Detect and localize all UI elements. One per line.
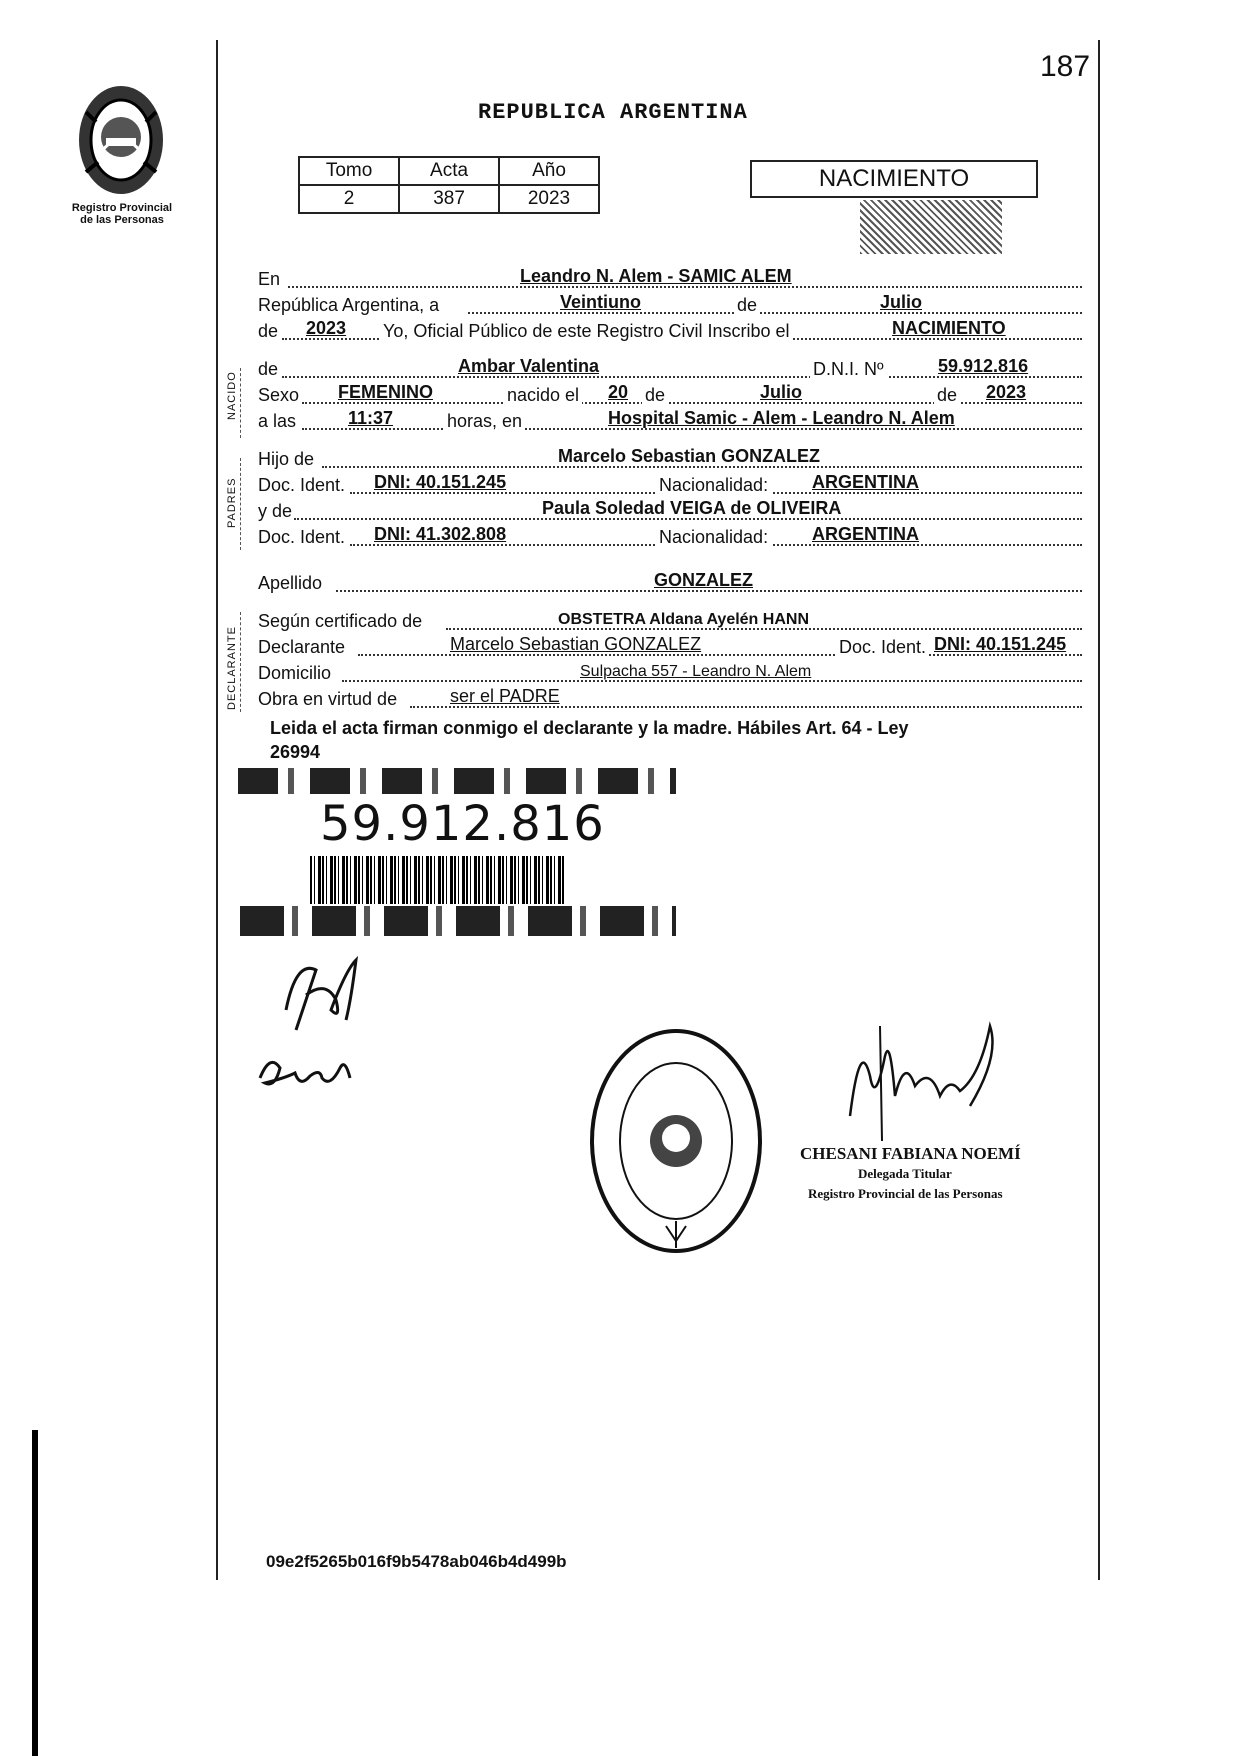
inscribo-value: NACIMIENTO [892,318,1006,338]
signature-official-icon [840,1016,1020,1151]
security-strip-bottom-icon [240,906,676,936]
dni-label: D.N.I. Nº [810,359,887,380]
segun-label: Según certificado de [258,611,423,631]
tomo-value: 2 [299,185,399,213]
acta-header: Acta [399,157,499,185]
de-label-2: de [258,321,279,341]
acta-value: 387 [399,185,499,213]
row-sex-birth [258,382,1082,408]
signature-declarante-icon [276,950,376,1045]
sexo-value: FEMENINO [338,382,434,402]
inscribo-text: Yo, Oficial Público de este Registro Civil Inscribo el [380,321,793,342]
apellido-label: Apellido [258,573,323,593]
tomo-header: Tomo [299,157,399,185]
row-father [258,446,1082,472]
de-label-4: de [934,385,960,406]
father-doc-value: DNI: 40.151.245 [374,472,507,492]
nacido-section-label: NACIDO [226,371,238,420]
certificate-value: OBSTETRA Aldana Ayelén HANN [558,611,809,628]
address-value: Sulpacha 557 - Leandro N. Alem [580,663,812,680]
closing-text [270,716,1060,764]
birth-day-value: 20 [608,382,629,402]
obra-value: ser el PADRE [450,686,560,706]
y-de-label: y de [258,501,293,521]
de-label-3: de [642,385,668,406]
mother-name-value: Paula Soledad VEIGA de OLIVEIRA [542,498,842,518]
mother-nat-value: ARGENTINA [812,524,919,544]
official-title: Delegada Titular [858,1166,952,1181]
declarante-doc-value: DNI: 40.151.245 [934,634,1067,654]
security-pattern-icon [860,200,1002,254]
row-certificate [258,608,1082,634]
father-nac-label: Nacionalidad: [656,475,771,496]
row-father-doc [258,472,1082,498]
row-obra [258,686,1082,712]
nacido-el-label: nacido el [504,385,582,406]
apellido-value: GONZALEZ [654,570,753,590]
day-words-value: Veintiuno [560,292,641,312]
mother-nac-label: Nacionalidad: [656,527,771,548]
row-mother-doc [258,524,1082,550]
row-declarante [258,634,1082,660]
row-time-place [258,408,1082,434]
row-inscribo [258,318,1082,344]
left-margin-rule [216,40,218,1580]
declarante-doc-label: Doc. Ident. [836,637,929,658]
row-place [258,266,1082,292]
declarante-label: Declarante [258,637,346,657]
reference-table [298,156,600,214]
father-nat-value: ARGENTINA [812,472,919,492]
mother-doc-value: DNI: 41.302.808 [374,524,507,544]
father-doc-label: Doc. Ident. [258,475,346,495]
scan-edge [32,1430,38,1756]
place-value: Leandro N. Alem - SAMIC ALEM [520,266,792,286]
anio-header: Año [499,157,599,185]
country-title: REPUBLICA ARGENTINA [478,100,748,125]
official-seal-icon [586,1026,766,1261]
padres-section-label: PADRES [226,477,238,528]
declarante-name-value: Marcelo Sebastian GONZALEZ [450,634,702,654]
declarante-section-label: DECLARANTE [226,626,238,710]
registry-caption: Registro Provincial de las Personas [71,202,173,226]
page-number: 187 [1040,50,1091,83]
row-surname [258,570,1082,596]
child-dni-value: 59.912.816 [938,356,1029,376]
obra-label: Obra en virtud de [258,689,398,709]
official-office: Registro Provincial de las Personas [808,1186,1003,1201]
registry-logo [66,82,176,200]
closing-line2: 26994 [270,742,321,762]
closing-line1: Leida el acta firman conmigo el declarante y la madre. Hábiles Art. 64 - Ley [270,718,909,738]
year-value: 2023 [306,318,347,338]
security-strip-top-icon [238,768,676,794]
row-date [258,292,1082,318]
official-name: CHESANI FABIANA NOEMÍ [800,1144,1021,1163]
domicilio-label: Domicilio [258,663,332,683]
republica-label: República Argentina, a [258,295,440,315]
row-address [258,660,1082,686]
document-hash: 09e2f5265b016f9b5478ab046b4d499b [266,1552,567,1571]
row-mother [258,498,1082,524]
anio-value: 2023 [499,185,599,213]
time-value: 11:37 [348,408,394,428]
row-child-name [258,356,1082,382]
hijo-de-label: Hijo de [258,449,315,469]
mother-doc-label: Doc. Ident. [258,527,346,547]
right-margin-rule [1098,40,1100,1580]
birth-year-value: 2023 [986,382,1027,402]
horas-label: horas, en [444,411,525,432]
barcode-icon [310,856,566,904]
de-label: de [734,295,760,316]
sexo-label: Sexo [258,385,300,405]
act-type-box: NACIMIENTO [750,160,1038,198]
birth-month-value: Julio [760,382,803,402]
child-name-value: Ambar Valentina [458,356,600,376]
month-value: Julio [880,292,923,312]
a-las-label: a las [258,411,297,431]
child-de-label: de [258,359,279,379]
en-label: En [258,269,281,289]
signature-madre-icon [250,1048,360,1103]
stamp-dni: 59.912.816 [320,796,605,852]
father-name-value: Marcelo Sebastian GONZALEZ [558,446,821,466]
birth-place-value: Hospital Samic - Alem - Leandro N. Alem [608,408,955,428]
